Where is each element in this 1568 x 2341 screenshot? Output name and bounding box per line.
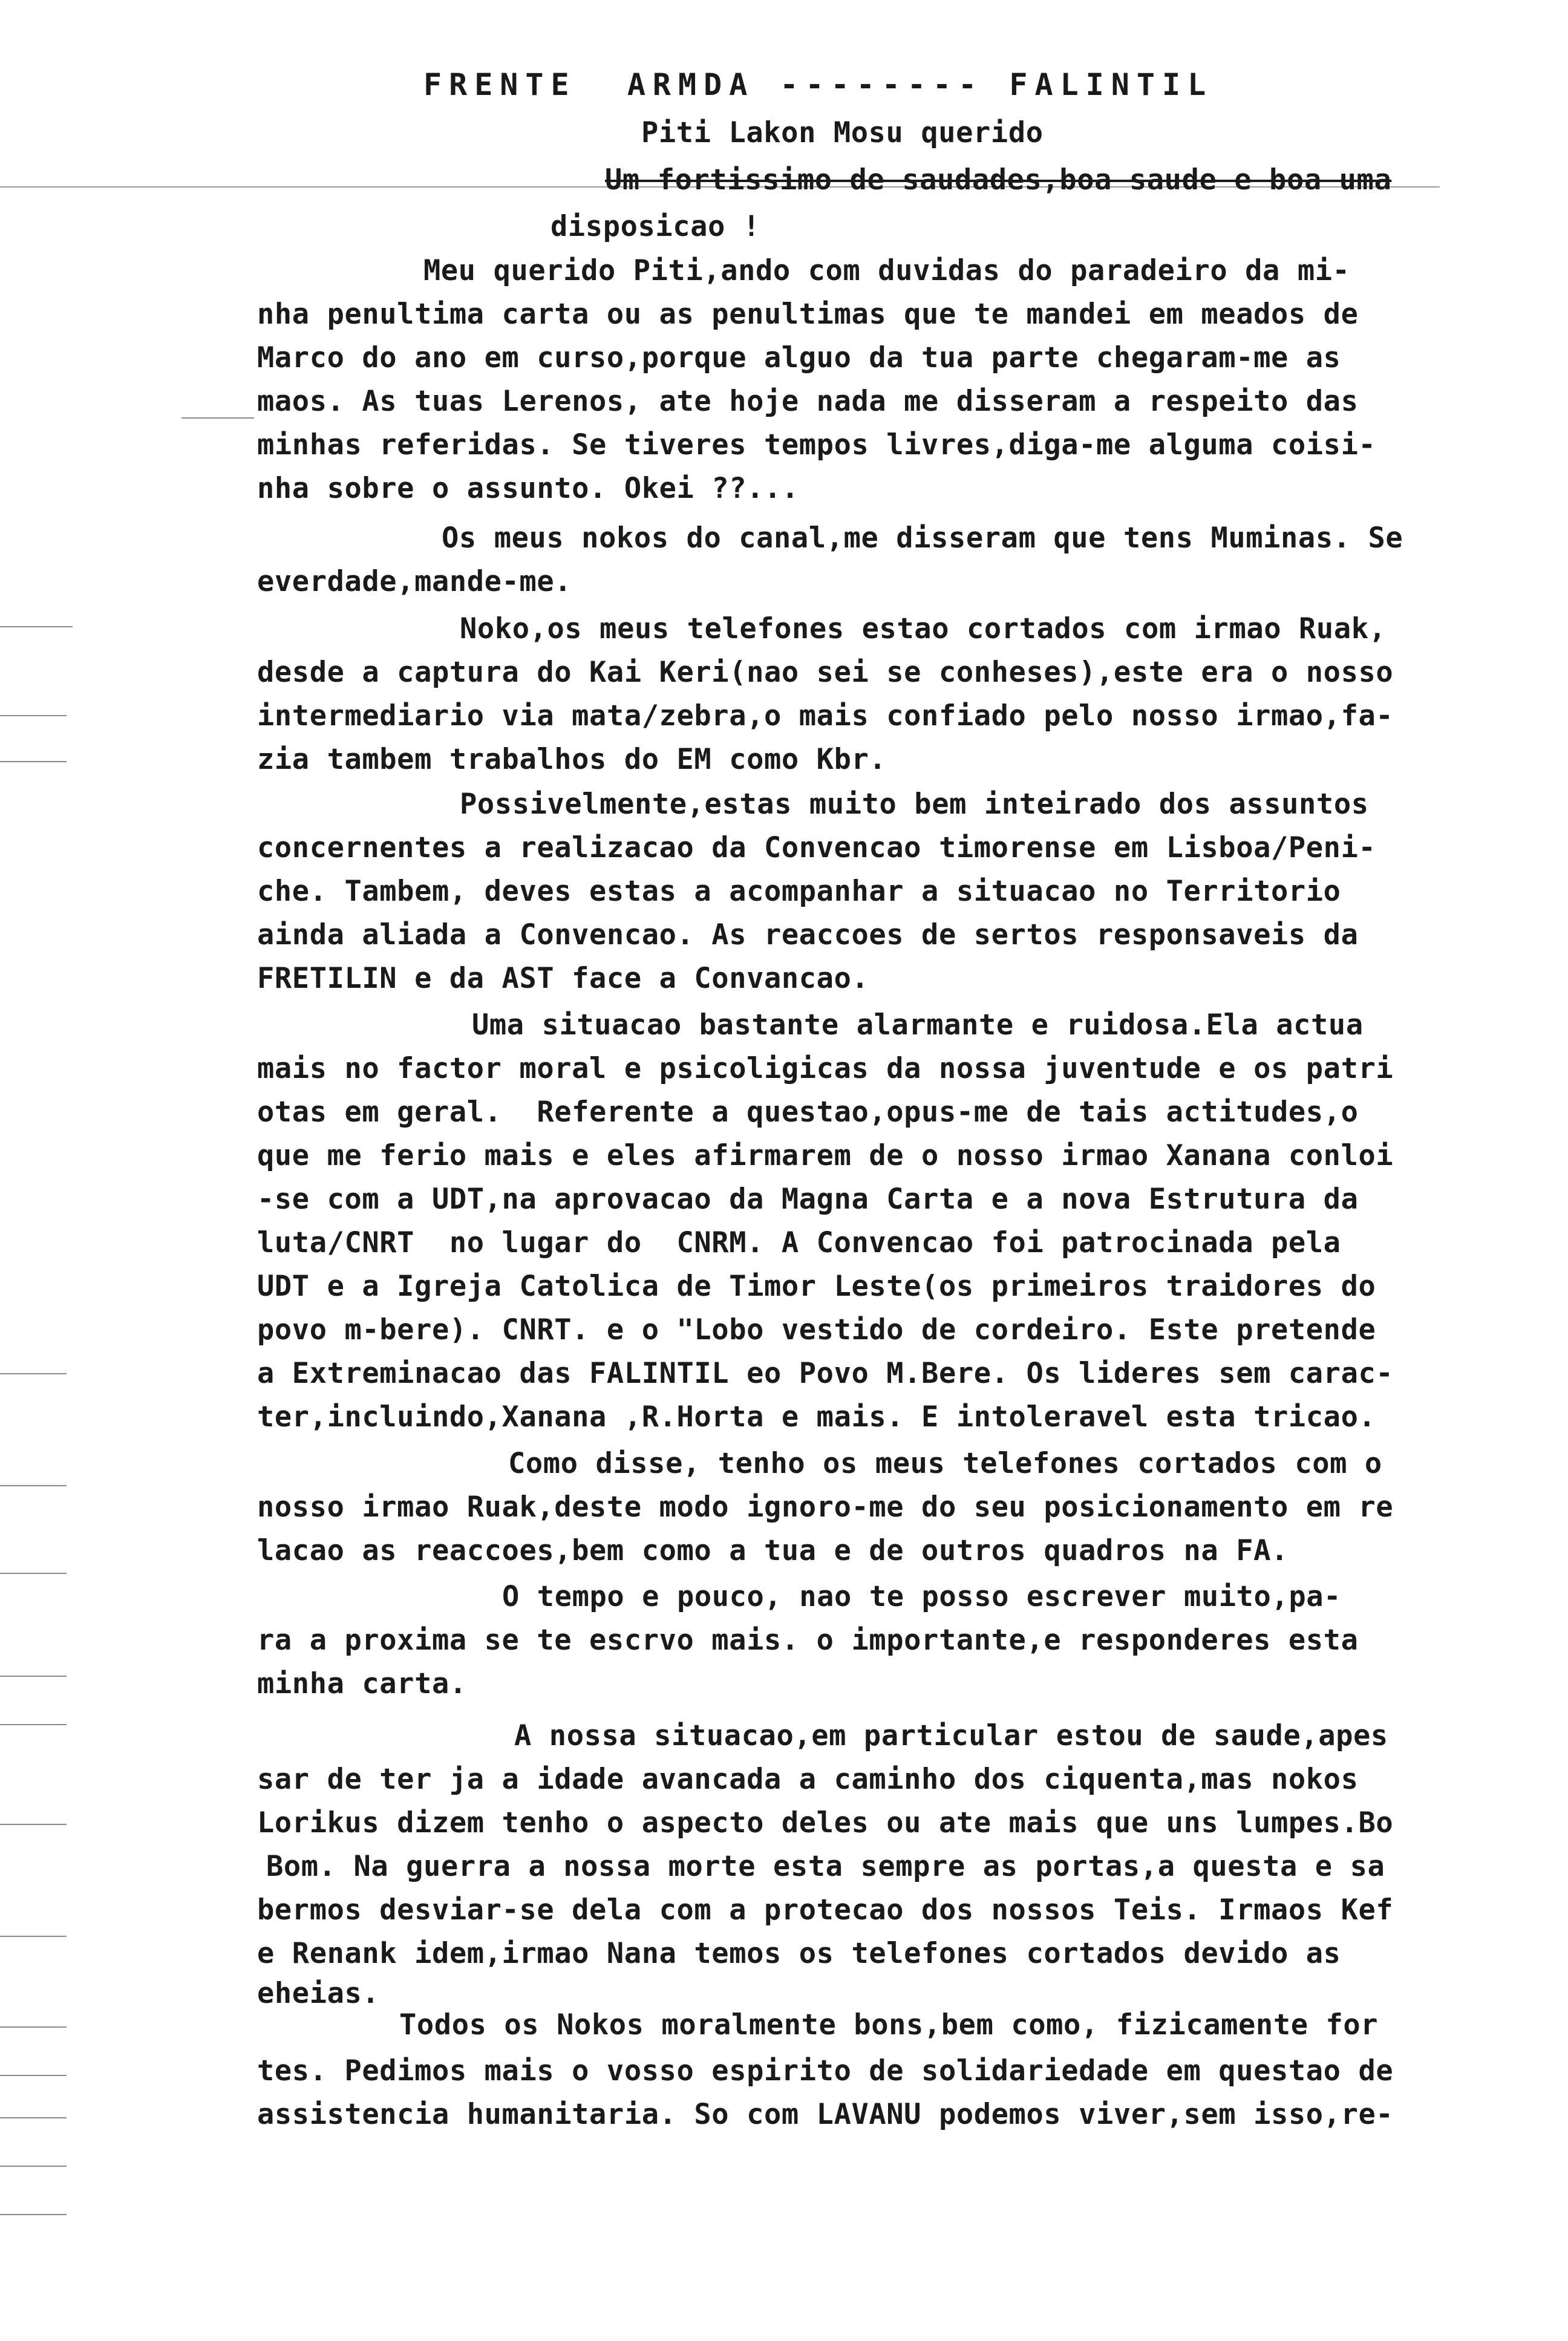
body-line: UDT e a Igreja Catolica de Timor Leste(os primeiros traidores do <box>257 1270 1376 1303</box>
margin-tick <box>0 1936 67 1937</box>
body-line: concernentes a realizacao da Convencao timorense em Lisboa/Peni- <box>257 831 1376 864</box>
body-line: e Renank idem,irmao Nana temos os telefones cortados devido as <box>257 1937 1341 1970</box>
body-line: minha carta. <box>257 1667 467 1700</box>
body-line: bermos desviar-se dela com a protecao dos nossos Teis. Irmaos Kef <box>257 1893 1394 1927</box>
body-line: Lorikus dizem tenho o aspecto deles ou ate mais que uns lumpes.Bo <box>257 1806 1394 1840</box>
body-line: Como disse, tenho os meus telefones cortados com o <box>508 1447 1382 1480</box>
margin-tick <box>0 1724 67 1725</box>
margin-tick <box>0 2117 67 2118</box>
body-line: desde a captura do Kai Keri(nao sei se conheses),este era o nosso <box>257 656 1394 689</box>
body-line: intermediario via mata/zebra,o mais confiado pelo nosso irmao,fa- <box>257 699 1394 733</box>
margin-tick <box>0 761 67 762</box>
body-line: ainda aliada a Convencao. As reaccoes de sertos responsaveis da <box>257 918 1359 952</box>
margin-tick <box>0 2214 67 2215</box>
body-line: luta/CNRT no lugar do CNRM. A Convencao foi patrocinada pela <box>257 1226 1341 1259</box>
margin-tick <box>0 2166 67 2167</box>
body-line: A nossa situacao,em particular estou de saude,apes <box>514 1719 1388 1752</box>
body-line: nha sobre o assunto. Okei ??... <box>257 472 799 505</box>
body-line: O tempo e pouco, nao te posso escrever muito,pa- <box>502 1580 1342 1613</box>
body-line: Marco do ano em curso,porque alguo da tua parte chegaram-me as <box>257 341 1341 374</box>
margin-tick <box>0 2026 67 2028</box>
body-line: everdade,mande-me. <box>257 565 572 598</box>
margin-tick <box>0 1824 67 1825</box>
body-line: Possivelmente,estas muito bem inteirado dos assuntos <box>460 788 1369 821</box>
body-line: -se com a UDT,na aprovacao da Magna Carta e a nova Estrutura da <box>257 1183 1359 1216</box>
body-line: che. Tambem, deves estas a acompanhar a situacao no Territorio <box>257 875 1341 908</box>
margin-tick <box>0 1485 67 1486</box>
body-line: povo m-bere). CNRT. e o "Lobo vestido de cordeiro. Este pretende <box>257 1313 1376 1347</box>
body-line: ter,incluindo,Xanana ,R.Horta e mais. E intoleravel esta tricao. <box>257 1400 1376 1434</box>
body-line: Meu querido Piti,ando com duvidas do paradeiro da mi- <box>423 254 1350 287</box>
margin-tick <box>181 417 254 419</box>
margin-tick <box>0 1676 67 1677</box>
body-line: eheias. <box>257 1977 380 2010</box>
body-line: a Extreminacao das FALINTIL eo Povo M.Bere. Os lideres sem carac- <box>257 1357 1394 1390</box>
body-line: lacao as reaccoes,bem como a tua e de outros quadros na FA. <box>257 1534 1289 1567</box>
body-line: Uma situacao bastante alarmante e ruidosa.Ela actua <box>472 1008 1364 1042</box>
body-line: Os meus nokos do canal,me disseram que tens Muminas. Se <box>442 521 1403 555</box>
body-line: ra a proxima se te escrvo mais. o importante,e responderes esta <box>257 1624 1359 1657</box>
body-line: que me ferio mais e eles afirmarem de o nosso irmao Xanana conloi <box>257 1139 1394 1172</box>
margin-tick <box>0 2075 67 2076</box>
body-line: mais no factor moral e psicoligicas da nossa juventude e os patri <box>257 1052 1394 1085</box>
body-line: Bom. Na guerra a nossa morte esta sempre as portas,a questa e sa <box>266 1850 1385 1883</box>
body-line: Todos os Nokos moralmente bons,bem como, fizicamente for <box>399 2008 1379 2042</box>
body-line: nha penultima carta ou as penultimas que te mandei em meados de <box>257 298 1359 331</box>
body-line: sar de ter ja a idade avancada a caminho dos ciquenta,mas nokos <box>257 1763 1359 1796</box>
body-line: minhas referidas. Se tiveres tempos livres,diga-me alguma coisi- <box>257 428 1376 462</box>
greeting-end: disposicao ! <box>550 210 760 243</box>
margin-tick <box>0 1573 67 1574</box>
salutation: Piti Lakon Mosu querido <box>641 116 1044 149</box>
body-line: tes. Pedimos mais o vosso espirito de solidariedade em questao de <box>257 2054 1394 2088</box>
margin-tick <box>0 1373 67 1374</box>
letter-header-title: FRENTE ARMDA -------- FALINTIL <box>423 67 1214 102</box>
margin-tick <box>0 715 67 716</box>
body-line: assistencia humanitaria. So com LAVANU podemos viver,sem isso,re- <box>257 2098 1394 2131</box>
body-line: otas em geral. Referente a questao,opus-me de tais actitudes,o <box>257 1095 1359 1129</box>
greeting-struck-line: Um fortissimo de saudades,boa saude e boa uma <box>605 163 1392 197</box>
body-line: nosso irmao Ruak,deste modo ignoro-me do seu posicionamento em re <box>257 1490 1394 1524</box>
margin-tick <box>0 626 73 627</box>
body-line: Noko,os meus telefones estao cortados com irmao Ruak, <box>460 612 1387 645</box>
body-line: FRETILIN e da AST face a Convancao. <box>257 962 869 995</box>
body-line: maos. As tuas Lerenos, ate hoje nada me disseram a respeito das <box>257 385 1359 418</box>
body-line: zia tambem trabalhos do EM como Kbr. <box>257 743 887 776</box>
